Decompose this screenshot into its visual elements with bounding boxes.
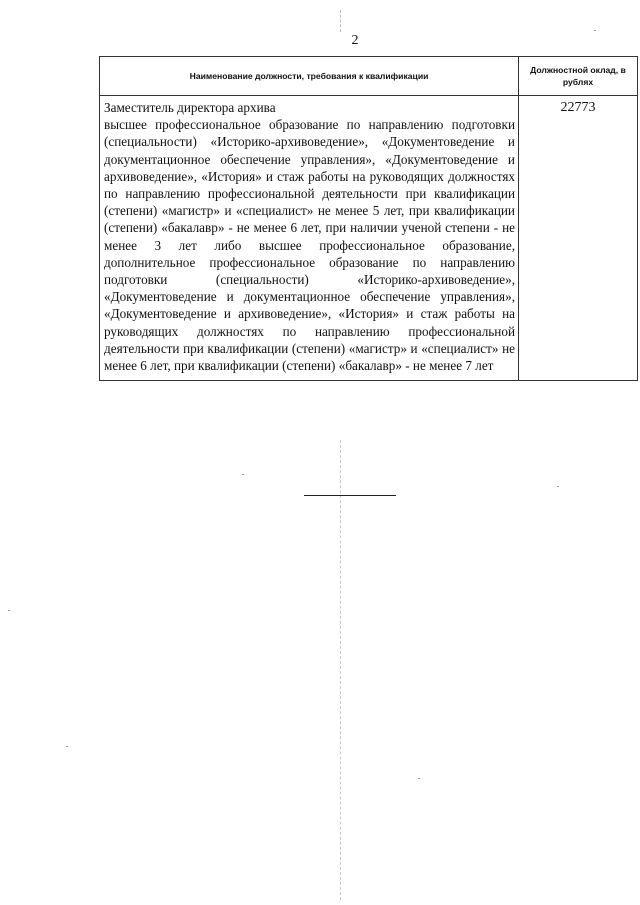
salary-value: 22773 [519, 96, 638, 381]
scan-speck [594, 30, 596, 31]
page-number: 2 [351, 33, 359, 48]
scan-speck [557, 486, 559, 487]
qualification-requirements: высшее профессиональное образование по направлению подготовки (специальности) «Историко-архивоведение», «Документоведение и документационное обеспечение управления», «Документоведение и архивоведение», «История» и стаж работы на руководящих должностях по направлению профессиональной деятельности при квалификации (степени) «магистр» и «специалист» не менее 5 лет, при квалификации (степени) «бакалавр» - не менее 6 лет, при наличии ученой степени - не менее 3 лет либо высшее профессиональное образование, дополнительное профессиональное образование по направлению подготовки (специальности) «Историко-архивоведение», «Документоведение и документационное обеспечение управления», «Документоведение и архивоведение», «История» и стаж работы на руководящих должностях по направлению профессиональной деятельности при квалификации (степени) «магистр» и «специалист» не менее 6 лет, при квалификации (степени) «бакалавр» - не менее 7 лет [104, 117, 515, 374]
table-row [100, 96, 638, 381]
scan-speck [66, 746, 68, 747]
scan-speck [418, 778, 420, 779]
table-header-row [100, 57, 638, 96]
header-salary: Должностной оклад, в рублях [519, 57, 638, 96]
end-of-document-rule [304, 495, 396, 496]
scan-fold-line-bottom [340, 440, 341, 900]
scan-fold-line-top [340, 10, 341, 32]
position-requirements-cell [100, 96, 519, 381]
scan-speck [8, 610, 10, 611]
scan-speck [242, 474, 244, 475]
position-title: Заместитель директора архива [104, 100, 276, 115]
header-position-requirements: Наименование должности, требования к квалификации [100, 57, 519, 96]
positions-table [99, 56, 638, 381]
